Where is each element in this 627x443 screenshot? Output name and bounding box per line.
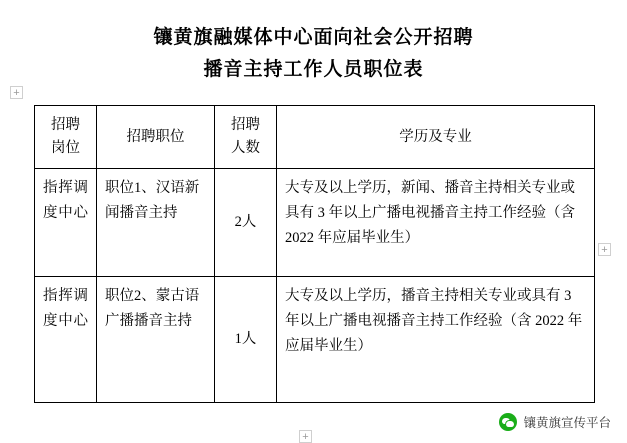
header-count bbox=[215, 106, 277, 169]
table-header-row bbox=[35, 106, 595, 169]
document-title bbox=[0, 0, 627, 86]
cell-count: 2人 bbox=[215, 169, 277, 277]
brand-name-label: 镶黄旗宣传平台 bbox=[523, 416, 611, 430]
cell-count: 1人 bbox=[215, 277, 277, 403]
cell-post: 指挥调度中心 bbox=[35, 169, 97, 277]
header-position: 招聘职位 bbox=[97, 106, 215, 169]
resize-handle-bottom[interactable]: + bbox=[299, 430, 312, 443]
cell-requirement: 大专及以上学历，新闻、播音主持相关专业或具有 3 年以上广播电视播音主持工作经验（含 2022 年应届毕业生） bbox=[277, 169, 595, 277]
resize-handle-right[interactable]: + bbox=[598, 243, 611, 256]
page-title-line-2: 播音主持工作人员职位表 bbox=[203, 59, 424, 80]
cell-position: 职位1、汉语新闻播音主持 bbox=[97, 169, 215, 277]
wechat-icon bbox=[499, 413, 517, 431]
footer-brand bbox=[499, 413, 611, 431]
cell-requirement: 大专及以上学历，播音主持相关专业或具有 3 年以上广播电视播音主持工作经验（含 2022 年应届毕业生） bbox=[277, 277, 595, 403]
table-row bbox=[35, 169, 595, 277]
page-title-line-1: 镶黄旗融媒体中心面向社会公开招聘 bbox=[153, 27, 474, 48]
header-post-line-2: 岗位 bbox=[51, 140, 80, 156]
resize-handle-left[interactable]: + bbox=[10, 86, 23, 99]
header-requirement: 学历及专业 bbox=[277, 106, 595, 169]
job-table bbox=[34, 105, 595, 403]
table-row bbox=[35, 277, 595, 403]
header-count-line-2: 人数 bbox=[231, 140, 260, 156]
header-post bbox=[35, 106, 97, 169]
cell-post: 指挥调度中心 bbox=[35, 277, 97, 403]
job-table-container bbox=[34, 105, 594, 403]
header-post-line-1: 招聘 bbox=[51, 117, 80, 133]
header-count-line-1: 招聘 bbox=[231, 117, 260, 133]
cell-position: 职位2、蒙古语广播播音主持 bbox=[97, 277, 215, 403]
